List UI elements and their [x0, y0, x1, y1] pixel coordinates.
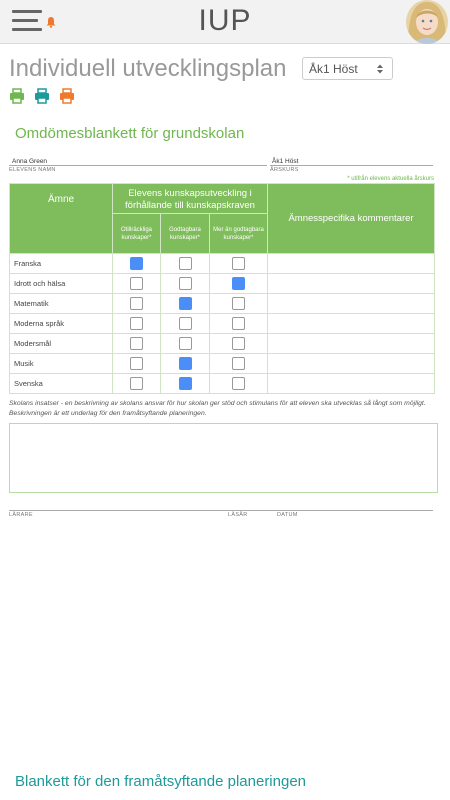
table-row: [10, 314, 435, 334]
checkbox-cell: [113, 254, 161, 274]
level-checkbox[interactable]: [179, 377, 192, 390]
level-checkbox[interactable]: [232, 277, 245, 290]
comment-cell[interactable]: [268, 374, 435, 394]
comment-cell[interactable]: [268, 294, 435, 314]
level-checkbox[interactable]: [130, 377, 143, 390]
level-checkbox[interactable]: [232, 297, 245, 310]
level-header-acceptable: Godtagbara kunskaper*: [161, 214, 210, 254]
table-row: [10, 374, 435, 394]
level-checkbox[interactable]: [179, 317, 192, 330]
comment-cell[interactable]: [268, 354, 435, 374]
school-year-label: LÄSÅR: [228, 512, 248, 518]
level-checkbox[interactable]: [130, 357, 143, 370]
app-title: IUP: [198, 4, 252, 37]
checkbox-cell: [161, 374, 210, 394]
level-checkbox[interactable]: [232, 357, 245, 370]
checkbox-cell: [161, 334, 210, 354]
school-efforts-description: Skolans insatser - en beskrivning av skolans ansvar för hur skolan ger stöd och stimulans för att eleven ska utvecklas så långt som möjligt. Beskrivningen är ett underlag för den framåtsyftande planeringen.: [9, 400, 426, 417]
level-checkbox[interactable]: [179, 257, 192, 270]
grade-note: * utifrån elevens aktuella årskurs: [347, 176, 434, 182]
term-select-value: Åk1 Höst: [309, 62, 358, 76]
level-checkbox[interactable]: [130, 337, 143, 350]
level-checkbox[interactable]: [130, 257, 143, 270]
level-checkbox[interactable]: [179, 297, 192, 310]
table-row: [10, 354, 435, 374]
student-year-value: Åk1 Höst: [272, 158, 299, 165]
checkbox-cell: [113, 314, 161, 334]
subject-name: Matematik: [10, 294, 113, 314]
student-year-label: ÅRSKURS: [270, 167, 299, 173]
school-efforts-textarea[interactable]: [9, 423, 438, 493]
subject-name: Svenska: [10, 374, 113, 394]
level-checkbox[interactable]: [232, 337, 245, 350]
progress-column-header: Elevens kunskapsutveckling i förhållande till kunskapskraven: [113, 184, 268, 214]
checkbox-cell: [210, 274, 268, 294]
checkbox-cell: [210, 374, 268, 394]
comments-column-header: Ämnesspecifika kommentarer: [268, 184, 435, 254]
level-checkbox[interactable]: [179, 357, 192, 370]
comment-cell[interactable]: [268, 314, 435, 334]
user-avatar[interactable]: [406, 0, 448, 44]
level-checkbox[interactable]: [179, 277, 192, 290]
checkbox-cell: [113, 334, 161, 354]
subject-name: Franska: [10, 254, 113, 274]
assessment-table: [9, 183, 435, 394]
table-row: [10, 254, 435, 274]
checkbox-cell: [161, 314, 210, 334]
checkbox-cell: [210, 354, 268, 374]
form-title: Omdömesblankett för grundskolan: [15, 125, 245, 142]
checkbox-cell: [113, 294, 161, 314]
print-icon[interactable]: [9, 88, 25, 104]
subject-name: Modersmål: [10, 334, 113, 354]
checkbox-cell: [210, 334, 268, 354]
level-header-above-acceptable: Mer än godtagbara kunskaper*: [210, 214, 268, 254]
planning-form-title: Blankett för den framåtsyftande planeringen: [15, 773, 307, 790]
subject-name: Musik: [10, 354, 113, 374]
comment-cell[interactable]: [268, 334, 435, 354]
top-bar: [0, 0, 450, 44]
checkbox-cell: [161, 274, 210, 294]
checkbox-cell: [113, 354, 161, 374]
signature-line: [9, 510, 433, 511]
checkbox-cell: [161, 354, 210, 374]
subject-name: Moderna språk: [10, 314, 113, 334]
print-icon[interactable]: [34, 88, 50, 104]
term-select[interactable]: [302, 57, 393, 80]
select-arrows-icon: [376, 63, 384, 75]
subject-name: Idrott och hälsa: [10, 274, 113, 294]
table-row: [10, 334, 435, 354]
student-name-label: ELEVENS NAMN: [9, 167, 56, 173]
date-label: DATUM: [277, 512, 298, 518]
level-checkbox[interactable]: [179, 337, 192, 350]
level-checkbox[interactable]: [130, 277, 143, 290]
level-checkbox[interactable]: [232, 257, 245, 270]
checkbox-cell: [210, 314, 268, 334]
subject-column-header: Ämne: [10, 184, 113, 254]
table-row: [10, 294, 435, 314]
page-title: Individuell utvecklingsplan: [9, 55, 287, 82]
level-checkbox[interactable]: [232, 377, 245, 390]
checkbox-cell: [210, 254, 268, 274]
checkbox-cell: [161, 254, 210, 274]
student-name-value: Anna Green: [12, 158, 48, 165]
level-checkbox[interactable]: [130, 317, 143, 330]
checkbox-cell: [113, 374, 161, 394]
comment-cell[interactable]: [268, 274, 435, 294]
checkbox-cell: [113, 274, 161, 294]
level-checkbox[interactable]: [130, 297, 143, 310]
level-checkbox[interactable]: [232, 317, 245, 330]
table-row: [10, 274, 435, 294]
print-icon[interactable]: [59, 88, 75, 104]
level-header-insufficient: Otillräckliga kunskaper*: [113, 214, 161, 254]
checkbox-cell: [210, 294, 268, 314]
teacher-label: LÄRARE: [9, 512, 33, 518]
divider: [270, 165, 433, 166]
checkbox-cell: [161, 294, 210, 314]
divider: [9, 165, 267, 166]
comment-cell[interactable]: [268, 254, 435, 274]
